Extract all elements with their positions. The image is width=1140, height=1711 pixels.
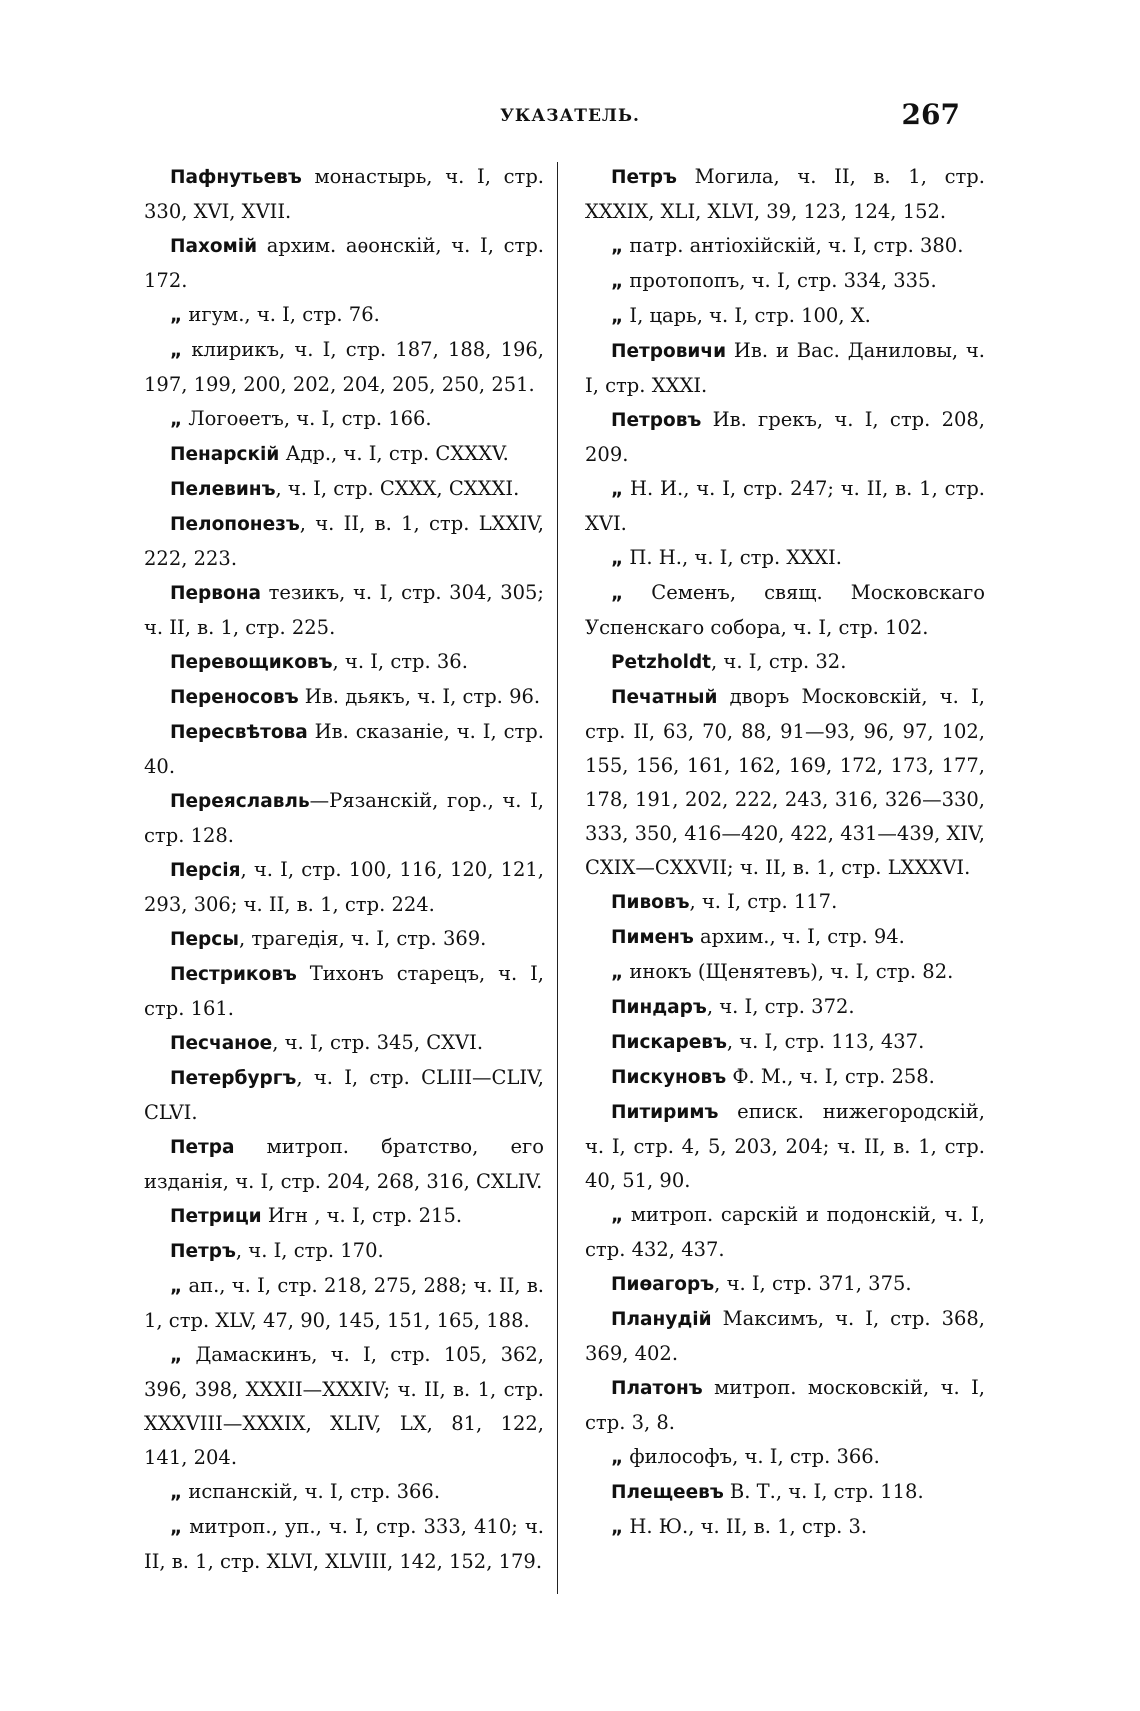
entry-heading: „ (611, 1205, 624, 1226)
entry-heading: „ (611, 236, 624, 257)
entry-text: тезикъ, ч. I, стр. 304, 305; ч. II, в. 1, стр. 225. (144, 581, 544, 639)
index-entry (585, 299, 985, 334)
entry-heading: Пестриковъ (170, 964, 297, 985)
index-entry (144, 680, 544, 715)
entry-text: , ч. I, стр. 100, 116, 120, 121, 293, 306; ч. II, в. 1, стр. 224. (144, 858, 544, 916)
index-entry (585, 229, 985, 264)
index-entry (585, 160, 985, 229)
entry-heading: Пискуновъ (611, 1067, 727, 1088)
index-entry (585, 990, 985, 1025)
entry-heading: Петръ (611, 167, 677, 188)
entry-text: , ч. I, стр. 117. (689, 890, 838, 913)
entry-heading: Пиндаръ (611, 997, 707, 1018)
index-entry (144, 160, 544, 229)
index-entry (144, 298, 544, 333)
entry-text: Ив. сказаніе, ч. I, стр. 40. (144, 720, 544, 778)
index-entry (585, 403, 985, 472)
index-entry (144, 853, 544, 922)
entry-text: дворъ Московскій, ч. I, стр. II, 63, 70, 88, 91—93, 96, 97, 102, 155, 156, 161, 162, 169, 172, 173, 177, 178, 191, 202, 222, 243, 316, 326—330, 333, 350, 416—420, 422, 431—439, XIV, CXIX—CXXVII; ч. II, в. 1, стр. LXXXVI. (585, 685, 985, 879)
index-entry (585, 1440, 985, 1475)
entry-heading: Первона (170, 583, 261, 604)
index-entry (144, 402, 544, 437)
entry-heading: „ (170, 1345, 183, 1366)
index-entry (585, 1060, 985, 1095)
entry-heading: Петровъ (611, 410, 702, 431)
entry-text: , ч. I, стр. CXXX, CXXXI. (275, 477, 520, 500)
entry-heading: Печатный (611, 687, 718, 708)
index-entry (144, 1475, 544, 1510)
entry-text: Семенъ, свящ. Московскаго Успенскаго собора, ч. I, стр. 102. (585, 581, 985, 639)
entry-heading: „ (611, 962, 624, 983)
entry-heading: Пахомій (170, 236, 258, 257)
index-entry (585, 1025, 985, 1060)
entry-heading: „ (611, 479, 624, 500)
entry-heading: „ (611, 306, 624, 327)
index-entry (144, 1199, 544, 1234)
index-entry (144, 437, 544, 472)
running-header: УКАЗАТЕЛЬ. (500, 106, 640, 126)
index-entry (144, 1510, 544, 1579)
entry-text: , ч. I, стр. 345, CXVI. (272, 1031, 484, 1054)
index-entry (144, 645, 544, 680)
index-entry (585, 1095, 985, 1198)
entry-heading: Петербургъ (170, 1068, 297, 1089)
entry-heading: Пискаревъ (611, 1032, 727, 1053)
entry-heading: „ (611, 583, 624, 604)
entry-heading: Пенарскій (170, 444, 280, 465)
entry-text: игум., ч. I, стр. 76. (182, 303, 380, 326)
index-entry (585, 1371, 985, 1440)
entry-heading: Пелевинъ (170, 479, 276, 500)
entry-text: архим., ч. I, стр. 94. (693, 925, 905, 948)
entry-heading: Петра (170, 1137, 235, 1158)
entry-heading: „ (170, 1517, 183, 1538)
index-entry (144, 957, 544, 1026)
entry-text: архим. аѳонскій, ч. I, стр. 172. (144, 234, 544, 292)
entry-text: , ч. I, стр. 371, 375. (714, 1272, 912, 1295)
entry-text: Могила, ч. II, в. 1, стр. XXXIX, XLI, XLVI, 39, 123, 124, 152. (585, 165, 985, 223)
entry-heading: „ (170, 1276, 183, 1297)
entry-text: Н. Ю., ч. II, в. 1, стр. 3. (623, 1515, 868, 1538)
entry-heading: Планудій (611, 1309, 712, 1330)
entry-heading: Пересвѣтова (170, 722, 308, 743)
index-column-right (585, 160, 985, 1545)
index-entry (144, 1026, 544, 1061)
index-entry (585, 645, 985, 680)
entry-text: , ч. I, стр. 113, 437. (726, 1030, 925, 1053)
entry-text: инокъ (Щенятевъ), ч. I, стр. 82. (623, 960, 954, 983)
entry-text: Ф. М., ч. I, стр. 258. (726, 1065, 935, 1088)
entry-text: Логоѳетъ, ч. I, стр. 166. (182, 407, 432, 430)
entry-text: философъ, ч. I, стр. 366. (623, 1445, 880, 1468)
entry-text: Н. И., ч. I, стр. 247; ч. II, в. 1, стр. XVI. (585, 477, 985, 535)
entry-heading: Питиримъ (611, 1102, 719, 1123)
entry-text: , ч. I, стр. 170. (235, 1239, 384, 1262)
entry-text: , ч. I, стр. 36. (332, 650, 468, 673)
index-entry (144, 715, 544, 784)
entry-heading: Плещеевъ (611, 1482, 724, 1503)
index-entry (144, 922, 544, 957)
entry-heading: „ (611, 1447, 624, 1468)
index-entry (144, 472, 544, 507)
entry-text: клирикъ, ч. I, стр. 187, 188, 196, 197, 199, 200, 202, 204, 205, 250, 251. (144, 338, 544, 396)
entry-heading: Петръ (170, 1241, 236, 1262)
entry-text: ап., ч. I, стр. 218, 275, 288; ч. II, в. 1, стр. XLV, 47, 90, 145, 151, 165, 188. (144, 1274, 544, 1332)
entry-heading: Петровичи (611, 341, 727, 362)
entry-heading: Пафнутьевъ (170, 167, 302, 188)
index-entry (144, 333, 544, 402)
entry-heading: Персы (170, 929, 239, 950)
entry-text: —Рязанскій, гор., ч. I, стр. 128. (144, 789, 544, 847)
entry-text: еписк. нижегородскій, ч. I, стр. 4, 5, 203, 204; ч. II, в. 1, стр. 40, 51, 90. (585, 1100, 985, 1192)
entry-text: Ив. и Вас. Даниловы, ч. I, стр. XXXI. (585, 339, 985, 397)
entry-heading: Петрици (170, 1206, 262, 1227)
entry-heading: Пименъ (611, 927, 694, 948)
index-entry (144, 229, 544, 298)
entry-text: , ч. II, в. 1, стр. LXXIV, 222, 223. (144, 512, 544, 570)
page-number: 267 (901, 98, 960, 131)
entry-heading: „ (611, 548, 624, 569)
column-divider (557, 162, 558, 1594)
entry-heading: Пивовъ (611, 892, 690, 913)
index-entry (585, 541, 985, 576)
entry-heading: „ (611, 271, 624, 292)
index-entry (585, 885, 985, 920)
entry-heading: Перевощиковъ (170, 652, 333, 673)
entry-text: Максимъ, ч. I, стр. 368, 369, 402. (585, 1307, 985, 1365)
index-entry (585, 334, 985, 403)
entry-text: митроп. сарскій и подонскій, ч. I, стр. 432, 437. (585, 1203, 985, 1261)
index-entry (144, 507, 544, 576)
entry-text: I, царь, ч. I, стр. 100, X. (623, 304, 871, 327)
entry-heading: Персія (170, 860, 241, 881)
index-entry (585, 1198, 985, 1267)
index-entry (585, 955, 985, 990)
entry-text: митроп. братство, его изданія, ч. I, стр. 204, 268, 316, CXLIV. (144, 1135, 544, 1193)
index-entry (585, 920, 985, 955)
index-entry (144, 1269, 544, 1338)
entry-heading: „ (170, 1482, 183, 1503)
index-entry (144, 1234, 544, 1269)
entry-text: протопопъ, ч. I, стр. 334, 335. (623, 269, 937, 292)
entry-heading: Пиѳагоръ (611, 1274, 715, 1295)
index-column-left (144, 160, 544, 1579)
entry-text: В. Т., ч. I, стр. 118. (723, 1480, 924, 1503)
index-entry (585, 1302, 985, 1371)
entry-heading: Песчаное (170, 1033, 273, 1054)
index-entry (144, 784, 544, 853)
entry-text: монастырь, ч. I, стр. 330, XVI, XVII. (144, 165, 544, 223)
entry-heading: Платонъ (611, 1378, 703, 1399)
index-entry (585, 576, 985, 645)
index-entry (585, 680, 985, 885)
entry-text: Ив. грекъ, ч. I, стр. 208, 209. (585, 408, 985, 466)
index-entry (585, 1267, 985, 1302)
entry-text: , ч. I, стр. CLIII—CLIV, CLVI. (144, 1066, 544, 1124)
entry-text: испанскій, ч. I, стр. 366. (182, 1480, 441, 1503)
entry-heading: „ (170, 340, 183, 361)
entry-heading: Переяславль (170, 791, 310, 812)
index-entry (144, 1338, 544, 1475)
entry-heading: Переносовъ (170, 687, 299, 708)
index-entry (585, 1475, 985, 1510)
index-entry (144, 1130, 544, 1199)
entry-text: , ч. I, стр. 372. (706, 995, 855, 1018)
entry-heading: Пелопонезъ (170, 514, 300, 535)
entry-heading: Petzholdt (611, 652, 712, 673)
entry-text: митроп. московскій, ч. I, стр. 3, 8. (585, 1376, 985, 1434)
entry-heading: „ (611, 1517, 624, 1538)
index-entry (144, 576, 544, 645)
entry-text: Дамаскинъ, ч. I, стр. 105, 362, 396, 398, XXXII—XXXIV; ч. II, в. 1, стр. XXXVIII—XXXIX, XLIV, LX, 81, 122, 141, 204. (144, 1343, 544, 1469)
entry-text: , ч. I, стр. 32. (711, 650, 847, 673)
index-entry (585, 264, 985, 299)
entry-text: Тихонъ старецъ, ч. I, стр. 161. (144, 962, 544, 1020)
entry-text: Ив. дьякъ, ч. I, стр. 96. (298, 685, 541, 708)
entry-text: Игн , ч. I, стр. 215. (261, 1204, 463, 1227)
entry-text: П. Н., ч. I, стр. XXXI. (623, 546, 842, 569)
index-entry (144, 1061, 544, 1130)
index-entry (585, 1510, 985, 1545)
index-entry (585, 472, 985, 541)
entry-text: , трагедія, ч. I, стр. 369. (238, 927, 487, 950)
entry-text: митроп., уп., ч. I, стр. 333, 410; ч. II, в. 1, стр. XLVI, XLVIII, 142, 152, 179. (144, 1515, 544, 1573)
entry-text: Адр., ч. I, стр. CXXXV. (279, 442, 509, 465)
entry-heading: „ (170, 305, 183, 326)
entry-text: патр. антіохійскій, ч. I, стр. 380. (623, 234, 964, 257)
entry-heading: „ (170, 409, 183, 430)
